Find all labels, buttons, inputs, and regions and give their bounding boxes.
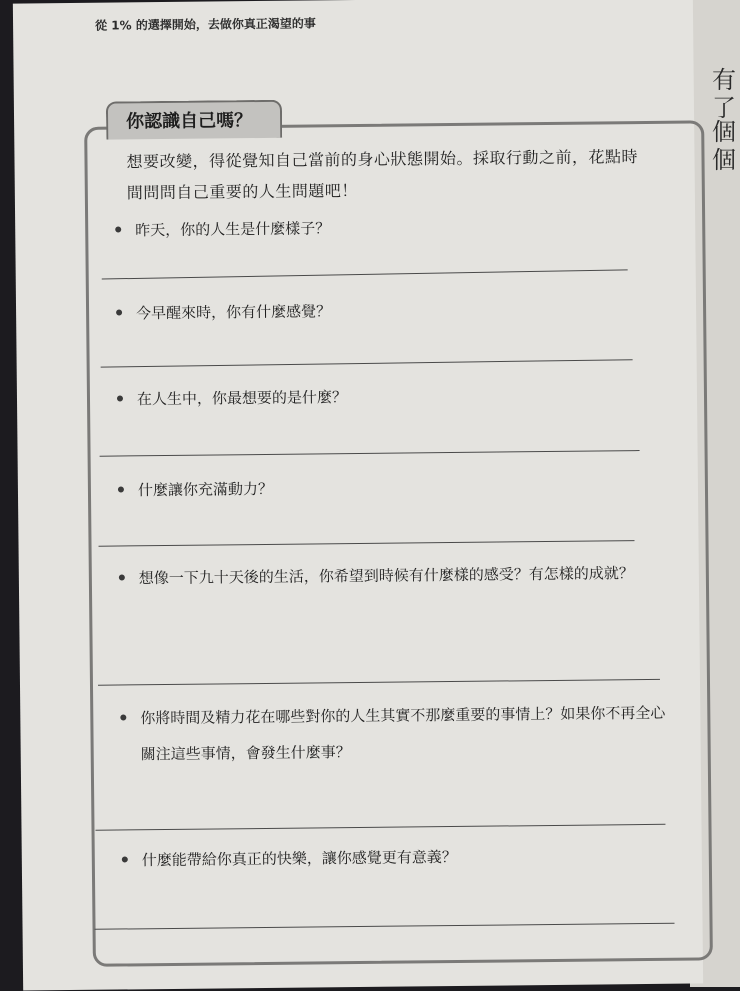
question-item	[115, 207, 675, 249]
adjacent-page-glyph: 個	[712, 146, 736, 174]
bullet-icon	[119, 574, 125, 580]
question-item	[117, 376, 677, 418]
bullet-icon	[122, 856, 128, 862]
question-item	[116, 290, 676, 332]
book-page	[13, 0, 703, 991]
adjacent-page-glyph: 了	[712, 94, 736, 122]
question-item	[119, 555, 679, 597]
intro-paragraph: 想要改變，得從覺知自己當前的身心狀態開始。採取行動之前，花點時間問問自己重要的人生問題吧！	[126, 147, 639, 203]
adjacent-page-glyph: 有	[712, 66, 736, 94]
running-head: 從 1% 的選擇開始，去做你真正渴望的事	[95, 16, 316, 33]
bullet-icon	[116, 309, 122, 315]
question-text: 昨天，你的人生是什麼樣子？	[135, 219, 331, 240]
bullet-icon	[118, 486, 124, 492]
adjacent-page-glyph: 個	[712, 118, 736, 146]
question-text: 今早醒來時，你有什麼感覺？	[136, 302, 332, 323]
bullet-icon	[120, 714, 126, 720]
question-text: 什麼讓你充滿動力？	[137, 479, 274, 500]
question-text: 什麼能帶給你真正的快樂，讓你感覺更有意義？	[141, 847, 457, 870]
question-text: 想像一下九十天後的生活，你希望到時候有什麼樣的感受？有怎樣的成就？	[138, 564, 634, 588]
question-item	[122, 837, 682, 879]
section-title: 你認識自己嗎？	[106, 100, 282, 140]
question-item	[120, 695, 681, 773]
question-text: 在人生中，你最想要的是什麼？	[136, 388, 348, 409]
question-text: 你將時間及精力花在哪些對你的人生其實不那麼重要的事情上？如果你不再全心關注這些事情，會發生什麼事？	[140, 703, 666, 764]
bullet-icon	[115, 226, 121, 232]
question-item	[118, 467, 678, 509]
bullet-icon	[117, 395, 123, 401]
